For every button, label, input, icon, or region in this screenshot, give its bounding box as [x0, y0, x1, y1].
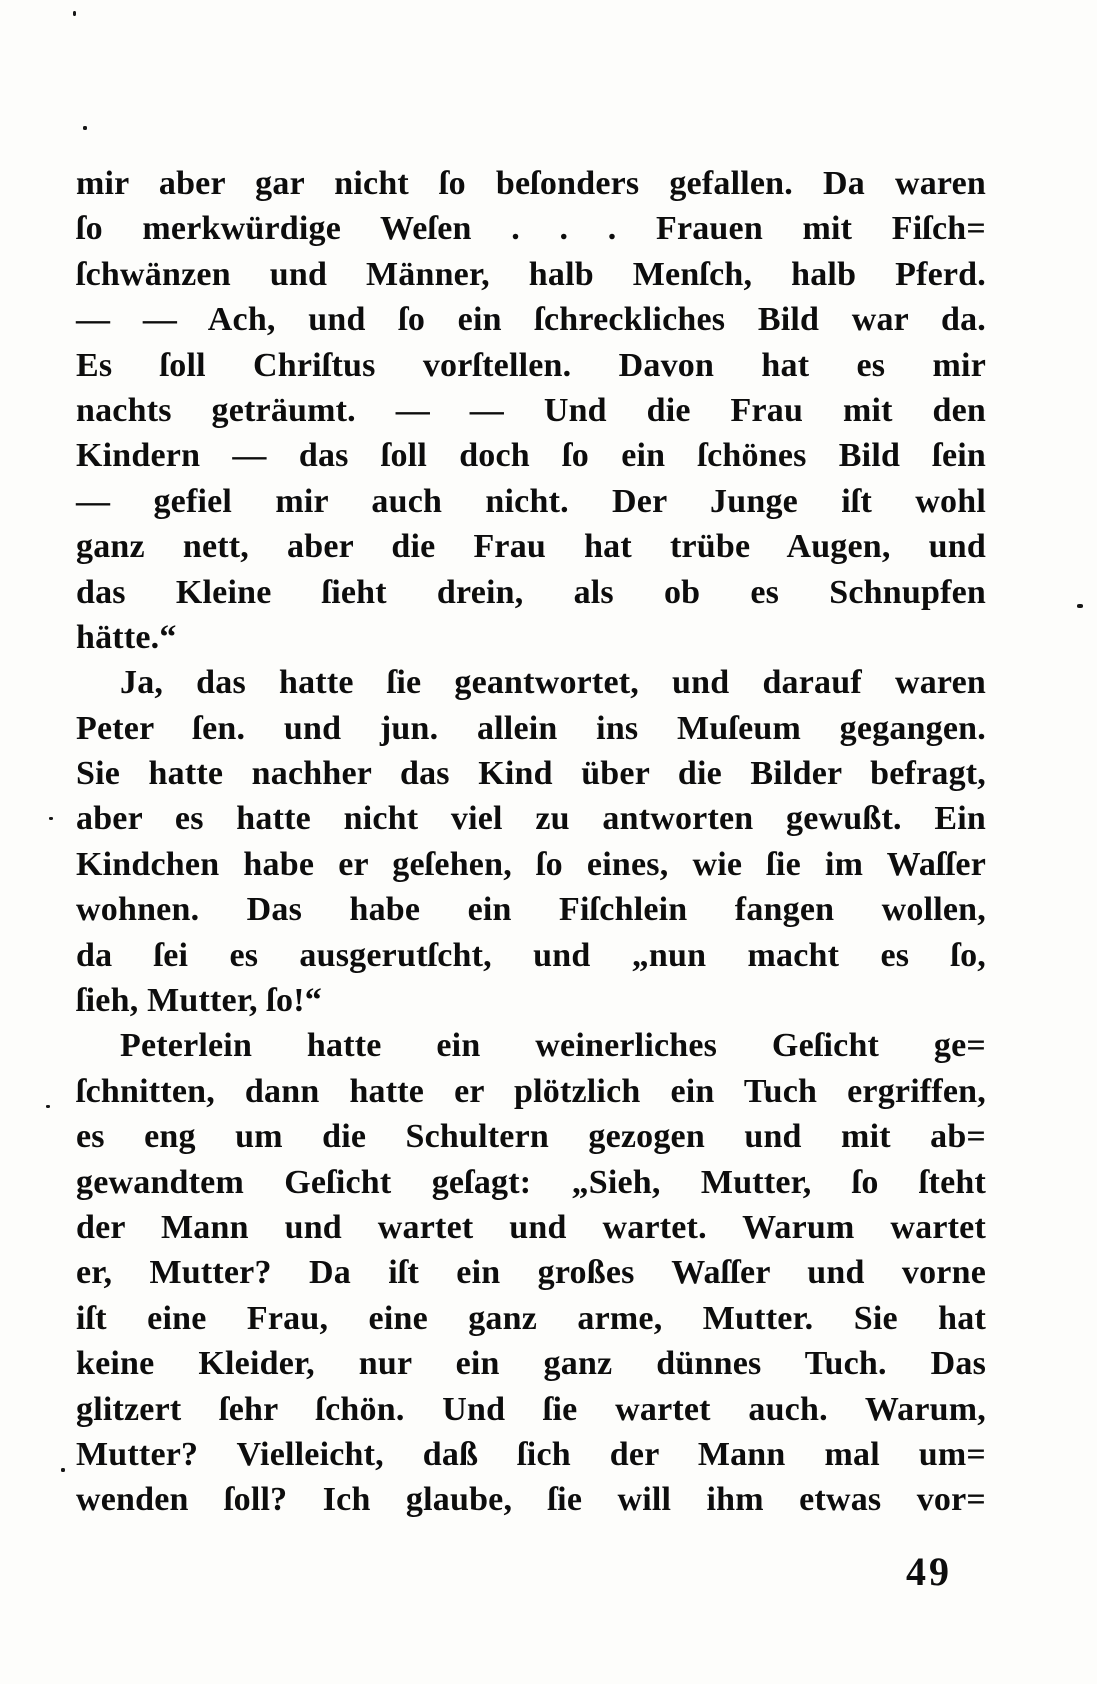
text-line: Kindern — das ſoll doch ſo ein ſchönes Bild ſein [76, 437, 986, 475]
text-line: — — Ach, und ſo ein ſchreckliches Bild war da. [76, 301, 986, 339]
text-line: — gefiel mir auch nicht. Der Junge iſt wohl [76, 482, 986, 520]
text-line: keine Kleider, nur ein ganz dünnes Tuch. Das [76, 1345, 986, 1383]
scan-speck [83, 126, 87, 130]
text-line: es eng um die Schultern gezogen und mit ab= [76, 1118, 986, 1156]
text-line: Kindchen habe er geſehen, ſo eines, wie ſie im Waſſer [76, 845, 986, 883]
text-line: hätte.“ [76, 618, 177, 656]
text-block [76, 161, 986, 1523]
text-line: ſieh, Mutter, ſo!“ [76, 982, 322, 1020]
text-line: wenden ſoll? Ich glaube, ſie will ihm etwas vor= [76, 1481, 986, 1519]
text-line: Es ſoll Chriſtus vorſtellen. Davon hat es mir [76, 346, 986, 384]
text-line: da ſei es ausgerutſcht, und „nun macht es ſo, [76, 936, 986, 974]
text-line: Peter ſen. und jun. allein ins Muſeum gegangen. [76, 709, 986, 747]
text-line: gewandtem Geſicht geſagt: „Sieh, Mutter, ſo ſteht [76, 1163, 986, 1201]
text-line: iſt eine Frau, eine ganz arme, Mutter. Sie hat [76, 1299, 986, 1337]
text-line: er, Mutter? Da iſt ein großes Waſſer und vorne [76, 1254, 986, 1292]
scan-speck [49, 817, 53, 820]
text-line: Ja, das hatte ſie geantwortet, und darauf waren [120, 664, 986, 702]
text-line: aber es hatte nicht viel zu antworten gewußt. Ein [76, 800, 986, 838]
text-line: mir aber gar nicht ſo beſonders gefallen. Da waren [76, 165, 986, 202]
text-line: Sie hatte nachher das Kind über die Bilder befragt, [76, 755, 986, 793]
scan-speck [73, 11, 76, 16]
text-line: ganz nett, aber die Frau hat trübe Augen, und [76, 528, 986, 566]
scan-speck [1077, 604, 1083, 608]
scan-speck [46, 1105, 50, 1108]
text-line: nachts geträumt. — — Und die Frau mit den [76, 391, 986, 429]
text-line: wohnen. Das habe ein Fiſchlein fangen wollen, [76, 891, 986, 929]
page-number: 49 [906, 1549, 952, 1594]
text-line: glitzert ſehr ſchön. Und ſie wartet auch. Warum, [76, 1390, 986, 1428]
text-line: Peterlein hatte ein weinerliches Geſicht ge= [120, 1027, 986, 1065]
scan-speck [61, 1468, 65, 1472]
text-line: ſchwänzen und Männer, halb Menſch, halb Pferd. [76, 255, 986, 293]
text-line: der Mann und wartet und wartet. Warum wartet [76, 1208, 986, 1246]
text-line: ſchnitten, dann hatte er plötzlich ein Tuch ergriffen, [76, 1072, 986, 1110]
text-line: Mutter? Vielleicht, daß ſich der Mann mal um= [76, 1435, 986, 1473]
text-line: das Kleine ſieht drein, als ob es Schnupfen [76, 573, 986, 611]
text-line: ſo merkwürdige Weſen . . . Frauen mit Fiſch= [76, 210, 986, 248]
